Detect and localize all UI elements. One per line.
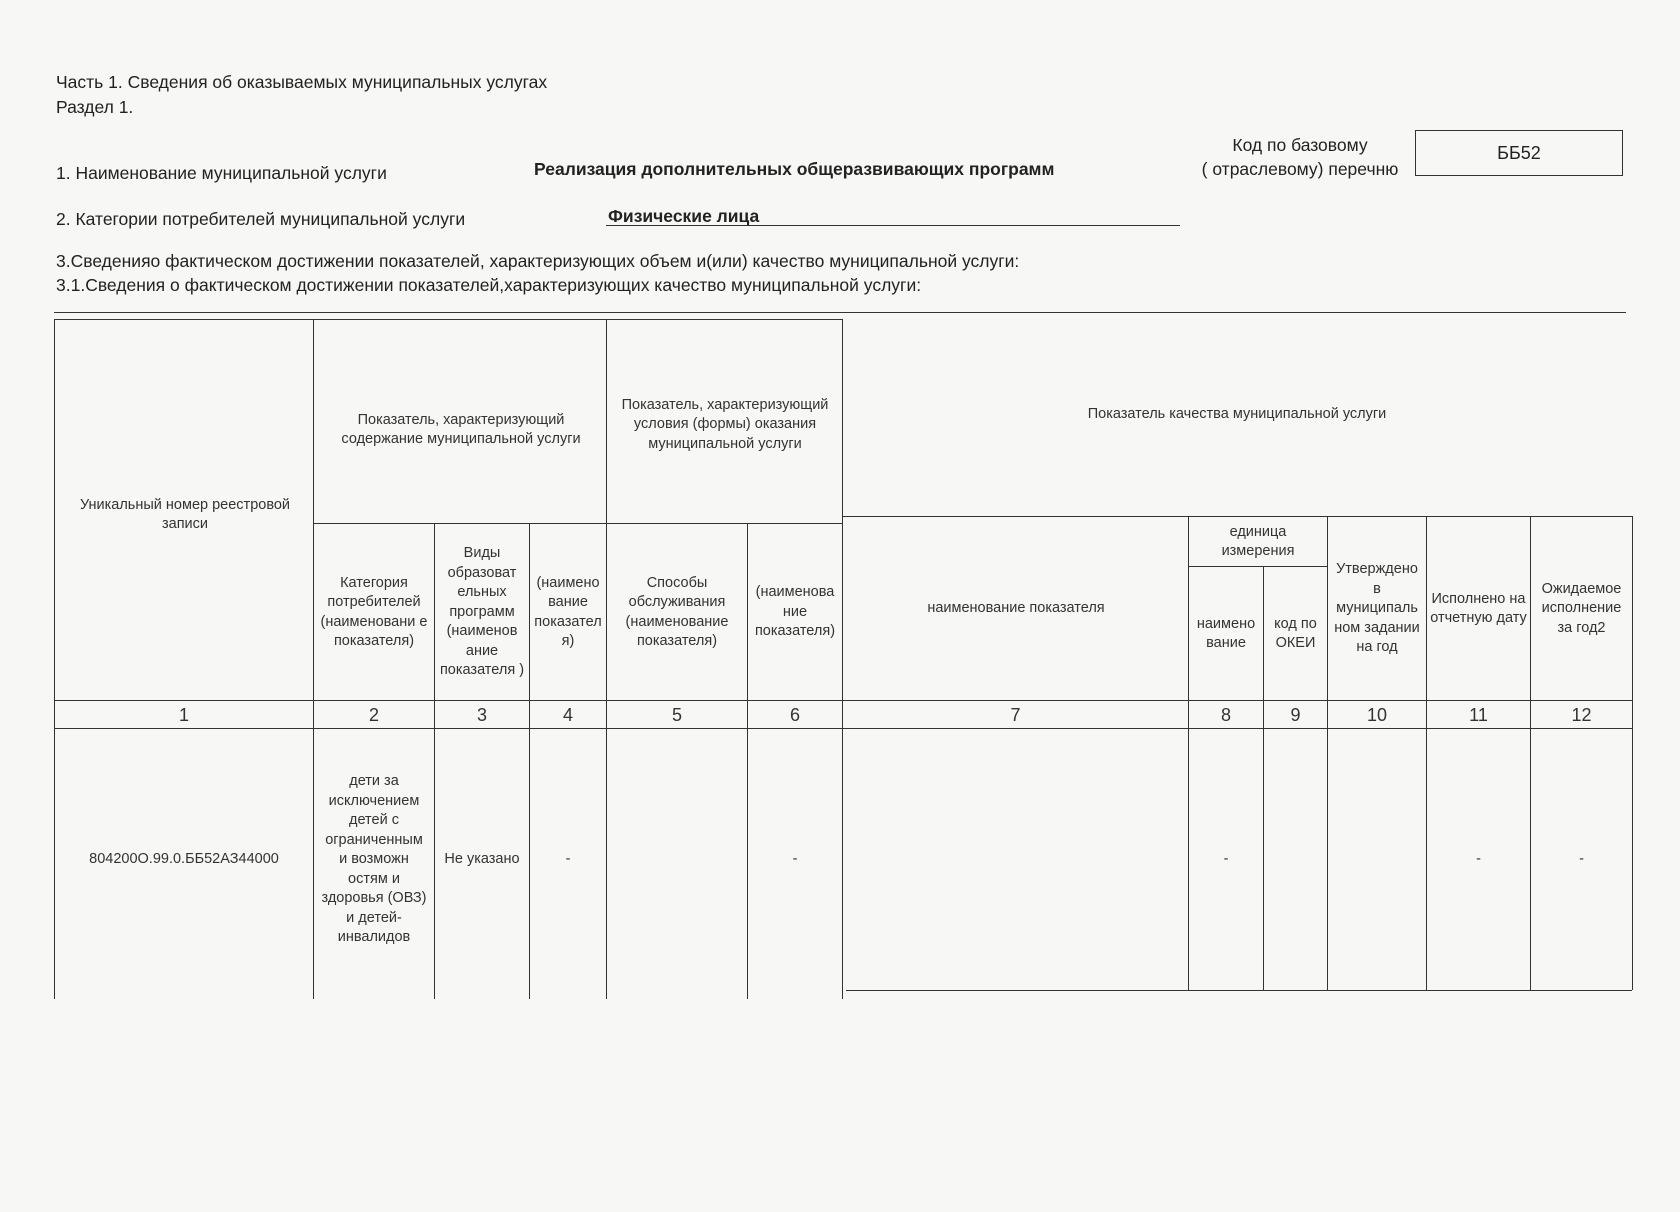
header-quality-group: Показатель качества муниципальной услуги bbox=[1087, 406, 1387, 423]
col-number-10: 10 bbox=[1366, 704, 1388, 725]
header-col8: наимено вание bbox=[1196, 615, 1256, 651]
consumers-label: 2. Категории потребителей муниципальной услуги bbox=[56, 209, 466, 229]
col-number-9: 9 bbox=[1290, 704, 1301, 725]
row-col11: - bbox=[1476, 851, 1481, 868]
section-title: Раздел 1. bbox=[56, 97, 134, 117]
service-name-label: 1. Наименование муниципальной услуги bbox=[56, 163, 387, 183]
header-unique-number: Уникальный номер реестровой записи bbox=[79, 496, 291, 532]
col-number-5: 5 bbox=[671, 704, 682, 725]
col-divider-10 bbox=[1327, 516, 1328, 990]
col-divider-4 bbox=[529, 523, 530, 999]
code-label-line2: ( отраслевому) перечню bbox=[1201, 159, 1399, 179]
code-label-line1: Код по базовому bbox=[1232, 135, 1368, 155]
header-col9: код по ОКЕИ bbox=[1274, 615, 1317, 651]
group-header-rule-right bbox=[842, 516, 1632, 517]
col-divider-9 bbox=[1263, 566, 1264, 990]
header-col11: Исполнено на отчетную дату bbox=[1430, 590, 1527, 626]
col-divider-3 bbox=[434, 523, 435, 999]
col-divider-7 bbox=[842, 319, 843, 999]
col-divider-6 bbox=[747, 523, 748, 999]
row-col4: - bbox=[565, 851, 571, 868]
header-col6: (наименова ние показателя) bbox=[754, 584, 836, 640]
code-label bbox=[1185, 133, 1415, 181]
col-divider-11 bbox=[1426, 516, 1427, 990]
header-unit-group: единица измерения bbox=[1221, 523, 1295, 559]
numbers-bottom-rule bbox=[54, 728, 1632, 729]
consumers-value: Физические лица bbox=[608, 206, 760, 226]
col-number-8: 8 bbox=[1220, 704, 1231, 725]
row-col6: - bbox=[792, 851, 798, 868]
col-number-2: 2 bbox=[368, 704, 379, 725]
col-number-1: 1 bbox=[178, 704, 189, 725]
col-number-11: 11 bbox=[1469, 704, 1488, 725]
row-col8: - bbox=[1223, 851, 1229, 868]
header-col4: (наимено вание показател я) bbox=[534, 574, 602, 649]
service-name-value: Реализация дополнительных общеразвивающих программ bbox=[534, 159, 1055, 179]
table-right-border bbox=[1632, 516, 1633, 990]
section3-line1: 3.Сведенияо фактическом достижении показателей, характеризующих объем и(или) качество муниципальной услуги: bbox=[56, 251, 1020, 271]
header-col5: Способы обслуживания (наименование показателя) bbox=[625, 574, 729, 649]
table-left-border bbox=[54, 319, 55, 999]
col-number-3: 3 bbox=[476, 704, 487, 725]
row-col12: - bbox=[1579, 851, 1584, 868]
header-content-group: Показатель, характеризующий содержание муниципальной услуги bbox=[341, 411, 581, 447]
header-conditions-group: Показатель, характеризующий условия (формы) оказания муниципальной услуги bbox=[621, 396, 829, 452]
quality-bottom-rule bbox=[846, 990, 1632, 991]
col-number-6: 6 bbox=[789, 704, 800, 725]
row-category: дети за исключением детей с ограниченным и возможн остям и здоровья (ОВЗ) и детей-инвалидов bbox=[321, 773, 427, 946]
col-divider-12 bbox=[1530, 516, 1531, 990]
header-col2: Категория потребителей (наименовани е показателя) bbox=[320, 574, 428, 649]
table-top-border bbox=[54, 319, 842, 320]
col-divider-8 bbox=[1188, 516, 1189, 990]
section3-line2: 3.1.Сведения о фактическом достижении показателей,характеризующих качество муниципальной услуги: bbox=[56, 275, 922, 295]
header-col10: Утверждено в муниципаль ном задании на год bbox=[1334, 561, 1420, 656]
consumers-underline bbox=[606, 225, 1180, 226]
section-rule bbox=[54, 312, 1626, 313]
header-col3: Виды образоват ельных программ (наименов ание показателя ) bbox=[439, 545, 525, 679]
col-divider-1 bbox=[313, 319, 314, 999]
part-title: Часть 1. Сведения об оказываемых муниципальных услугах bbox=[56, 72, 548, 92]
code-value: ББ52 bbox=[1497, 142, 1541, 163]
row-program-type: Не указано bbox=[444, 851, 520, 868]
row-registry-number: 804200О.99.0.ББ52АЗ44000 bbox=[89, 851, 279, 868]
code-box bbox=[1415, 130, 1623, 176]
col-number-7: 7 bbox=[1010, 704, 1021, 725]
group-header-rule-left bbox=[313, 523, 842, 524]
header-col7: наименование показателя bbox=[927, 600, 1105, 617]
unit-group-rule bbox=[1188, 566, 1327, 567]
col-number-4: 4 bbox=[562, 704, 573, 725]
col-number-12: 12 bbox=[1571, 704, 1592, 725]
header-col12: Ожидаемое исполнение за год2 bbox=[1541, 580, 1622, 636]
col-divider-5 bbox=[606, 319, 607, 999]
